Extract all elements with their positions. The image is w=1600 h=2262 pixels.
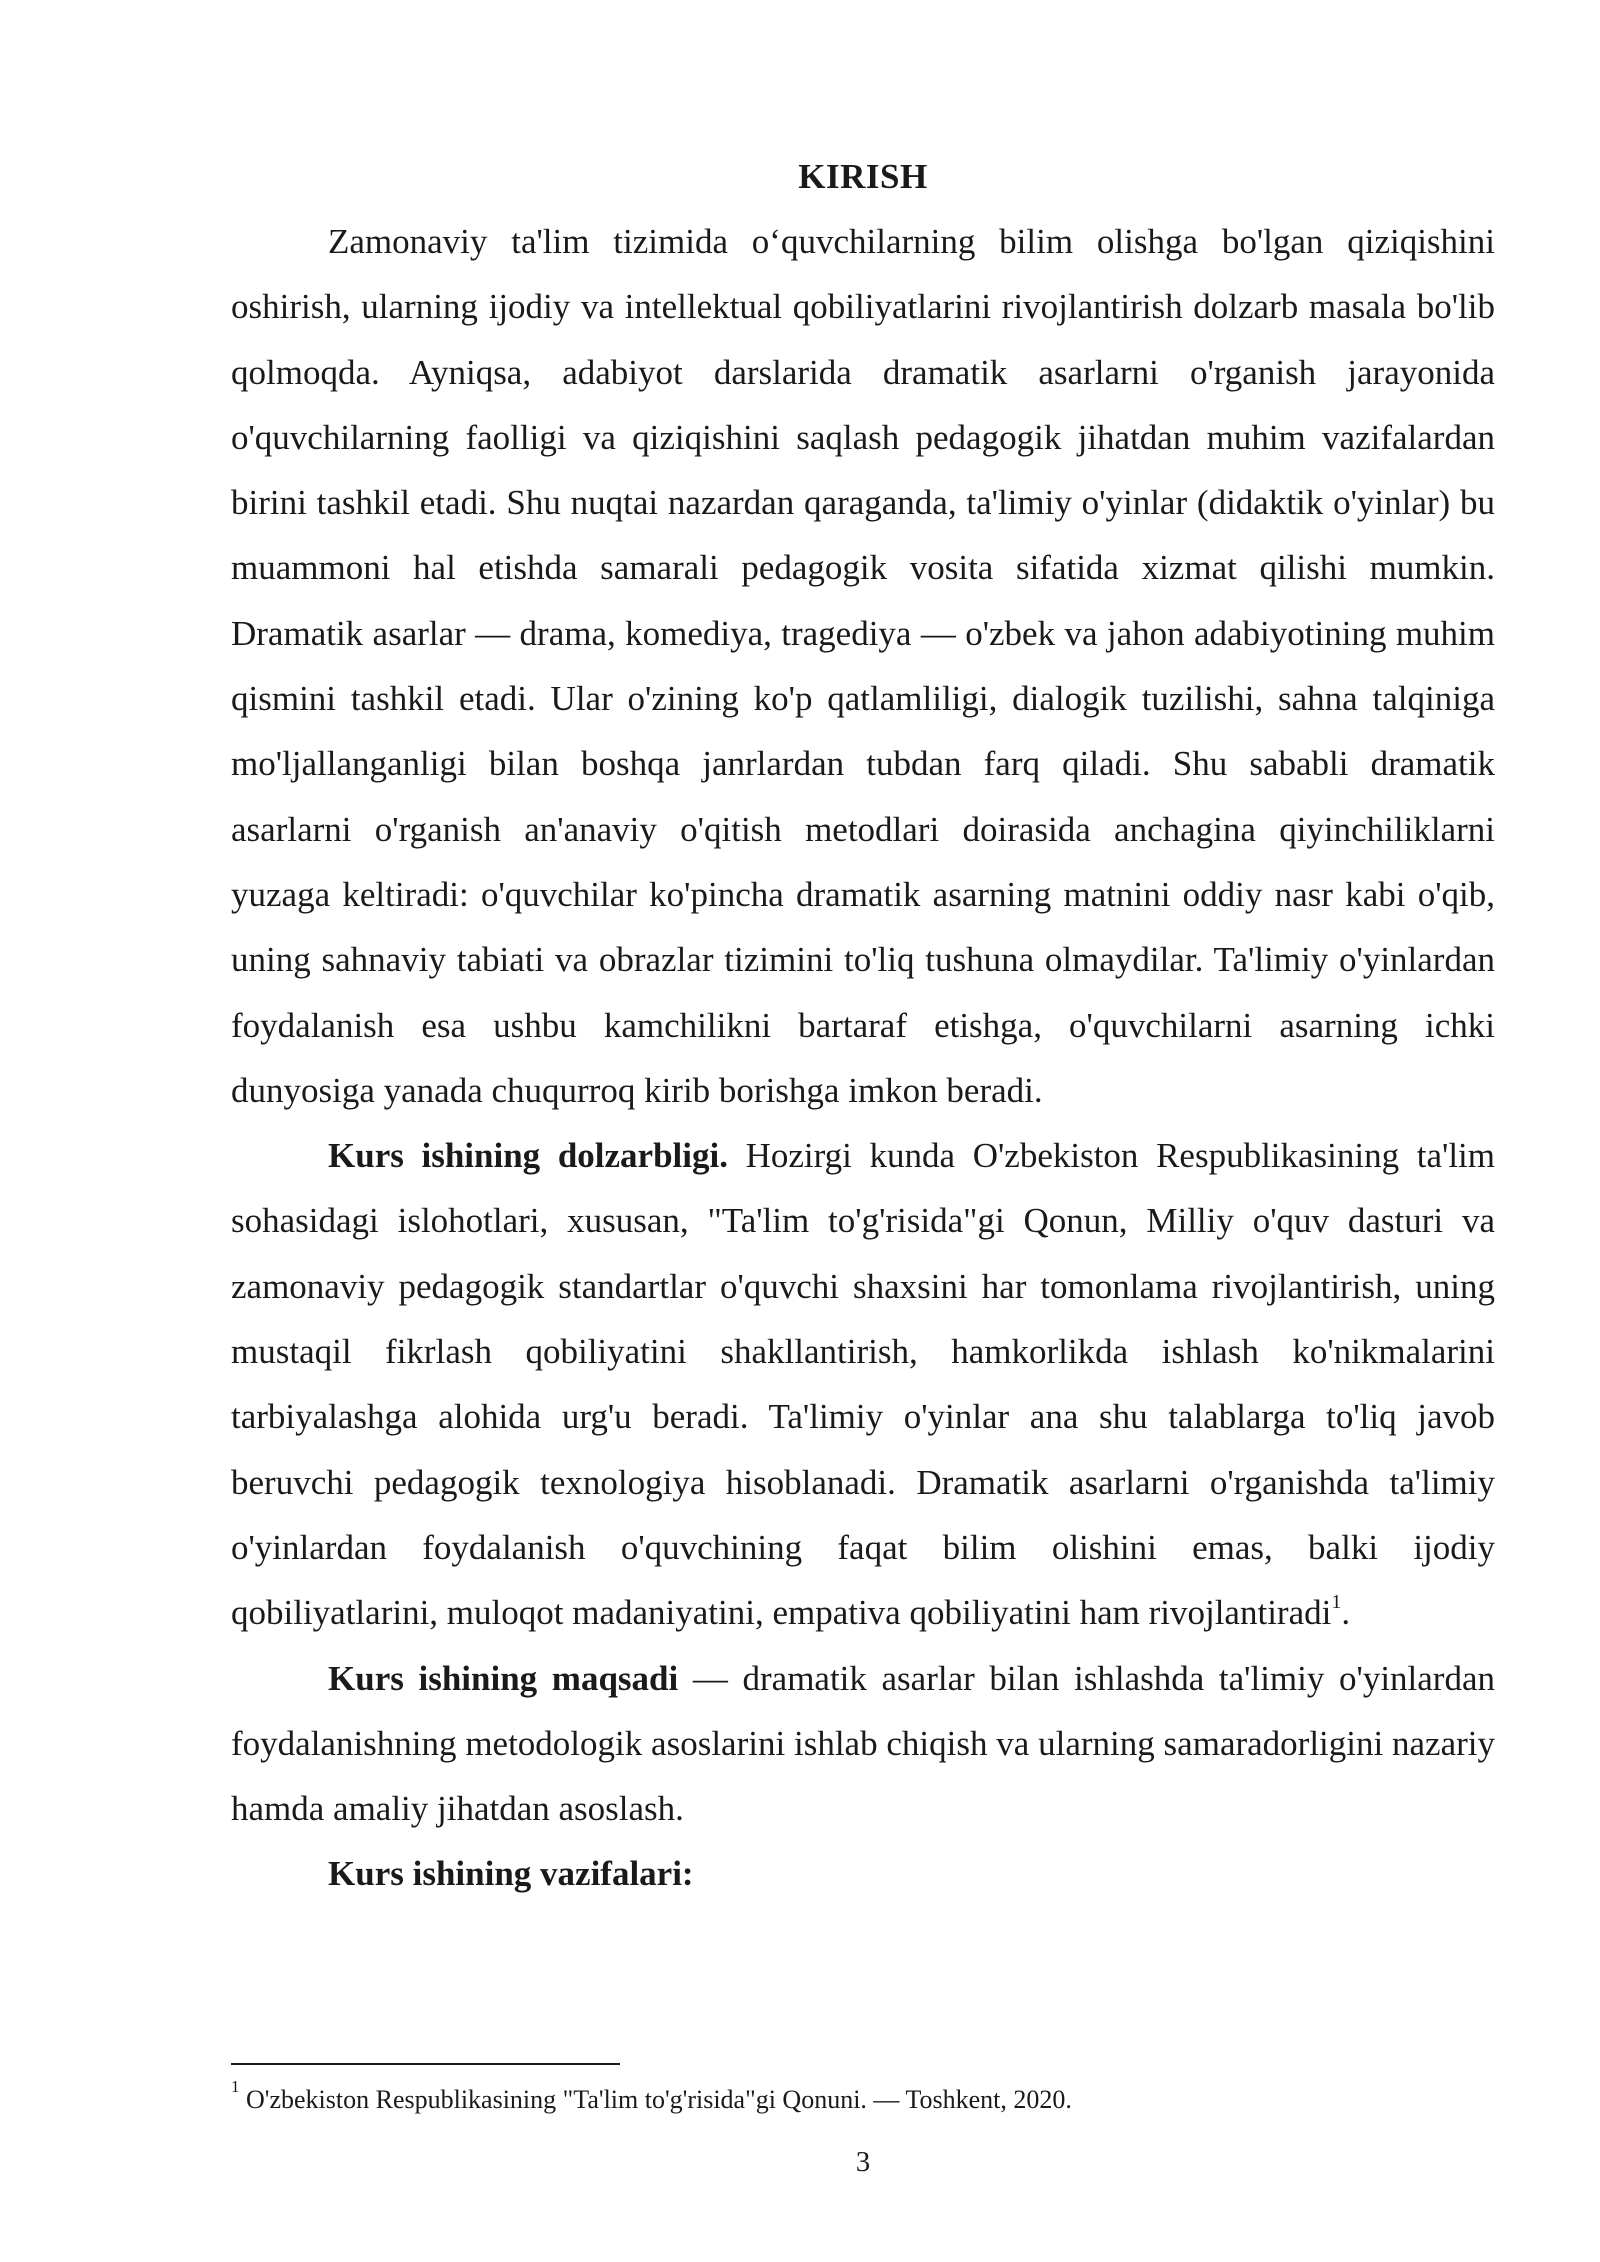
intro-paragraph: Zamonaviy ta'lim tizimida o‘quvchilarning bilim olishga bo'lgan qiziqishini oshirish, ularning ijodiy va intellektual qobiliyatlarini rivojlantirish dolzarb masala bo'lib qolmoqda. Ayniqsa, adabiyot darslarida dramatik asarlarni o'rganish jarayonida o'quvchilarning faolligi va qiziqishini saqlash pedagogik jihatdan muhim vazifalardan birini tashkil etadi. Shu nuqtai nazardan qaraganda, ta'limiy o'yinlar (didaktik o'yinlar) bu muammoni hal etishda samarali pedagogik vosita sifatida xizmat qilishi mumkin. Dramatik asarlar — drama, komediya, tragediya — o'zbek va jahon adabiyotining muhim qismini tashkil etadi. Ular o'zining ko'p qatlamliligi, dialogik tuzilishi, sahna talqiniga mo'ljallanganligi bilan boshqa janrlardan tubdan farq qiladi. Shu sababli dramatik asarlarni o'rganish an'anaviy o'qitish metodlari doirasida anchagina qiyinchiliklarni yuzaga keltiradi: o'quvchilar ko'pincha dramatik asarning matnini oddiy nasr kabi o'qib, uning sahnaviy tabiati va obrazlar tizimini to'liq tushuna olmaydilar. Ta'limiy o'yinlardan foydalanish esa ushbu kamchilikni bartaraf etishga, o'quvchilarni asarning ichki dunyosiga yanada chuqurroq kirib borishga imkon beradi.	[231, 222, 1495, 1110]
footnote	[231, 2077, 1495, 2120]
section-heading: KIRISH	[798, 157, 928, 196]
page-number: 3	[855, 2146, 871, 2178]
footnote-reference[interactable]: 1	[1331, 1590, 1342, 1613]
relevance-paragraph	[231, 1123, 1495, 1645]
goal-paragraph	[231, 1646, 1495, 1842]
tasks-label: Kurs ishining vazifalari:	[328, 1854, 694, 1894]
footnote-separator	[231, 2063, 620, 2065]
relevance-end: .	[1341, 1593, 1351, 1633]
relevance-label: Kurs ishining dolzarbligi.	[328, 1136, 728, 1176]
footnote-number: 1	[231, 2077, 240, 2097]
goal-text: — dramatik asarlar bilan ishlashda ta'limiy o'yinlardan foydalanishning metodologik asoslarini ishlab chiqish va ularning samaradorligini nazariy hamda amaliy jihatdan asoslash.	[231, 1658, 1495, 1829]
goal-label: Kurs ishining maqsadi	[328, 1658, 679, 1698]
footnote-text: O'zbekiston Respublikasining "Ta'lim to'g'risida"gi Qonuni. — Toshkent, 2020.	[239, 2085, 1072, 2114]
relevance-text: Hozirgi kunda O'zbekiston Respublikasining ta'lim sohasidagi islohotlari, xususan, "Ta'lim to'g'risida"gi Qonun, Milliy o'quv dasturi va zamonaviy pedagogik standartlar o'quvchi shaxsini har tomonlama rivojlantirish, uning mustaqil fikrlash qobiliyatini shakllantirish, hamkorlikda ishlash ko'nikmalarini tarbiyalashga alohida urg'u beradi. Ta'limiy o'yinlar ana shu talablarga to'liq javob beruvchi pedagogik texnologiya hisoblanadi. Dramatik asarlarni o'rganishda ta'limiy o'yinlardan foydalanish o'quvchining faqat bilim olishini emas, balki ijodiy qobiliyatlarini, muloqot madaniyatini, empativa qobiliyatini ham rivojlantiradi	[231, 1136, 1495, 1633]
tasks-paragraph	[231, 1841, 1495, 1906]
page-body	[231, 145, 1495, 1907]
